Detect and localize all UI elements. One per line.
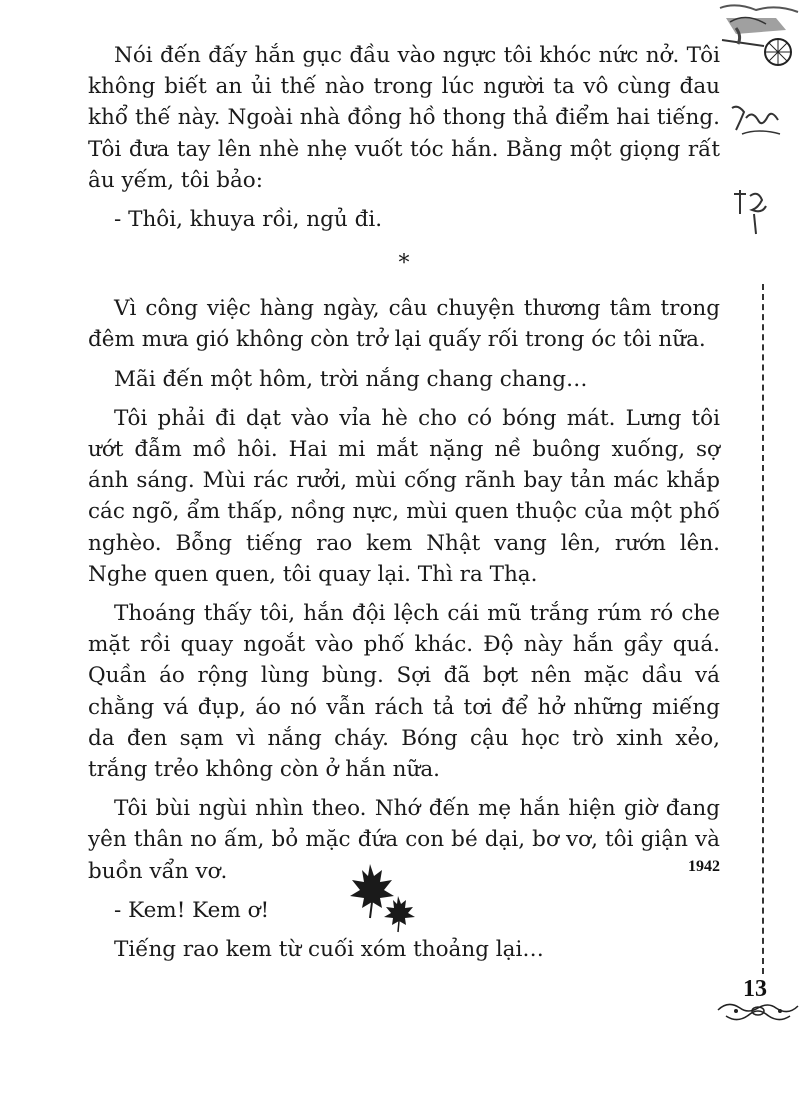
rickshaw-illustration-icon [716,0,800,74]
paragraph: - Kem! Kem ơ! [114,897,270,923]
calligraphy-icon [728,184,778,244]
calligraphy-icon [728,100,788,150]
maple-leaf-icon [340,862,420,938]
paragraph: Thoáng thấy tôi, hắn đội lệch cái mũ trắng rúm ró che mặt rồi quay ngoắt vào phố khác. Độ này hắn gầy quá. Quần áo rộng lùng bùng. Sợi đã bợt nên mặc dầu vá chằng vá đụp, áo nó vẫn rách tả tơi để hở những miếng da đen sạm vì nắng cháy. Bóng cậu học trò xinh xẻo, trắng trẻo không còn ở hắn nữa. [88,601,720,783]
paragraph: Nói đến đấy hắn gục đầu vào ngực tôi khóc nức nở. Tôi không biết an ủi thế nào trong lúc người ta vô cùng đau khổ thế này. Ngoài nhà đồng hồ thong thả điểm hai tiếng. Tôi đưa tay lên nhè nhẹ vuốt tóc hắn. Bằng một giọng rất âu yếm, tôi bảo: [88,43,720,193]
paragraph: Tôi bùi ngùi nhìn theo. Nhớ đến mẹ hắn hiện giờ đang yên thân no ấm, bỏ mặc đứa con bé dại, bơ vơ, tôi giận và buồn vẩn vơ. [88,796,720,884]
year-label: 1942 [688,858,720,875]
paragraph: Mãi đến một hôm, trời nắng chang chang… [114,366,588,392]
section-separator: * [398,251,410,277]
paragraph: - Thôi, khuya rồi, ngủ đi. [114,207,383,233]
ornament-flourish-icon [716,996,800,1030]
margin-dotted-line [762,284,766,974]
paragraph: Tiếng rao kem từ cuối xóm thoảng lại… [114,937,544,963]
paragraph: Vì công việc hàng ngày, câu chuyện thương tâm trong đêm mưa gió không còn trở lại quấy rối trong óc tôi nữa. [88,296,720,353]
page-text [88,40,720,973]
page-number: 13 [743,976,767,1002]
paragraph: Tôi phải đi dạt vào vỉa hè cho có bóng mát. Lưng tôi ướt đẫm mồ hôi. Hai mi mắt nặng nề buông xuống, sợ ánh sáng. Mùi rác rưởi, mùi cống rãnh bay tản mác khắp các ngõ, ẩm thấp, nồng nực, mùi quen thuộc của một phố nghèo. Bỗng tiếng rao kem Nhật vang lên, rướn lên. Nghe quen quen, tôi quay lại. Thì ra Thạ. [88,405,720,587]
